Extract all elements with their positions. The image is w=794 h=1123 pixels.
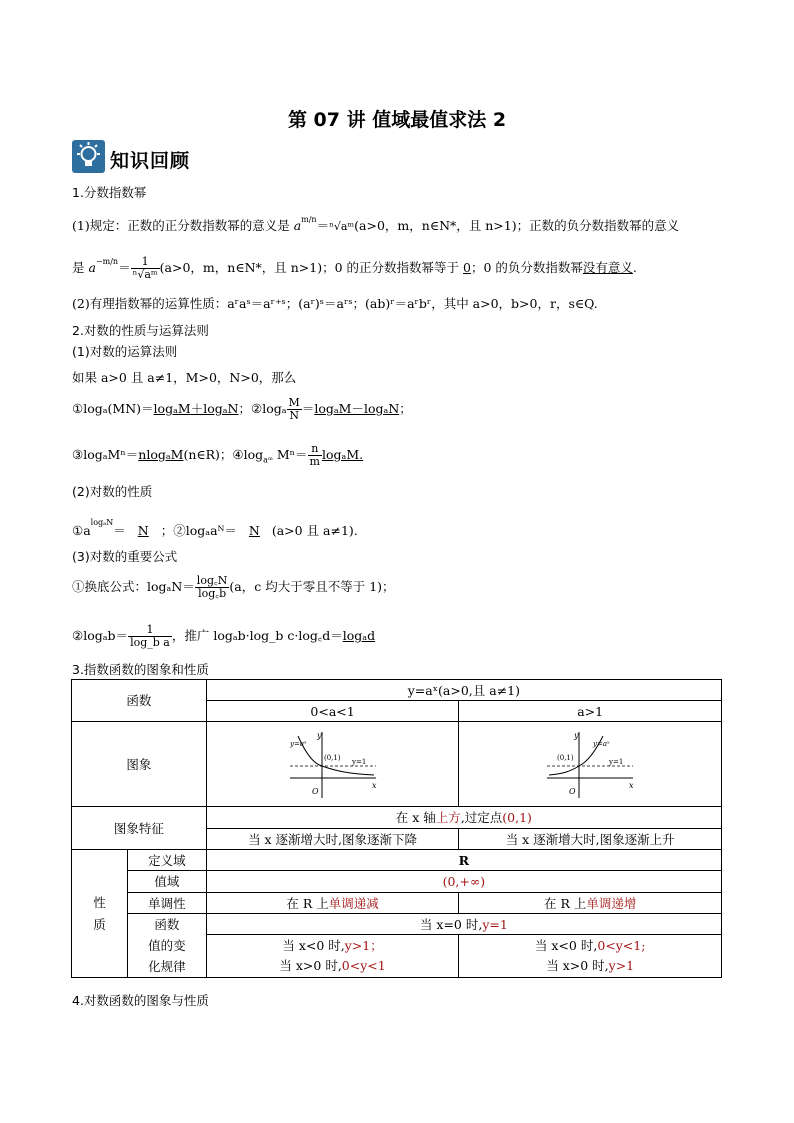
change-of-base: ①换底公式：logₐN＝ $\frac{\log꜀N}{\log꜀b}$ (a，c 均大于零且不等于 1)；	[72, 574, 395, 600]
log-property: $①a^{log_aN}= N$ ；②logₐaᴺ＝ N (a>0 且 a≠1).	[72, 518, 358, 538]
section-2-heading: 2.对数的性质与运算法则	[72, 323, 209, 338]
range-value: (0,+∞)	[206, 871, 721, 893]
monotonic-decreasing: 在 R 上单调递减	[206, 893, 459, 914]
s2-sub1: (1)对数的运算法则	[72, 344, 178, 359]
section-1-heading: 1.分数指数幂	[72, 185, 147, 200]
s2-sub3: (3)对数的重要公式	[72, 549, 178, 564]
header-case-2: a>1	[459, 701, 722, 722]
feature-common: 在 x 轴上方,过定点(0,1)	[206, 807, 721, 829]
asymptote-label: y=1	[351, 758, 366, 766]
graph-increasing	[459, 722, 722, 807]
header-function: 函数	[72, 680, 207, 722]
function-label: y=aˣ	[289, 740, 307, 748]
increasing-exponential-graph	[545, 728, 635, 800]
s2-sub2: (2)对数的性质	[72, 484, 153, 499]
axis-x-label: x	[371, 781, 377, 790]
banner-label: 知识回顾	[110, 150, 191, 172]
s1-line-3: (2)有理指数幂的运算性质：aʳaˢ＝aʳ⁺ˢ；(aʳ)ˢ＝aʳˢ；(ab)ʳ＝aʳbʳ，其中 a>0，b>0，r，s∈Q.	[72, 296, 598, 311]
feature-increasing: 当 x 逐渐增大时,图象逐渐上升	[459, 829, 722, 850]
change-label: 函数 值的变 化规律	[127, 914, 206, 978]
graph-decreasing	[206, 722, 459, 807]
s2-condition: 如果 a>0 且 a≠1，M>0，N>0，那么	[72, 370, 297, 385]
log-rule-2: ③logₐMⁿ＝nlogₐM(n∈R)；$④\log_{aᵐ}$ Mⁿ＝ $\frac{n}{m}$ logₐM.	[72, 442, 364, 468]
change-decreasing: 当 x<0 时,y>1； 当 x>0 时,0<y<1	[206, 935, 459, 978]
s1-line-1: (1)规定：正数的正分数指数幂的意义是 $a^{m/n}=^n√aᵐ(a>0$，m，n∈N*，且 n>1)；正数的负分数指数幂的意义	[72, 215, 680, 233]
range-label: 值域	[127, 871, 206, 893]
page-title: 第 07 讲 值域最值求法 2	[287, 109, 507, 131]
row-graph-label: 图象	[72, 722, 207, 807]
section-4-heading: 4.对数函数的图象与性质	[72, 993, 209, 1008]
exponential-function-table	[71, 679, 722, 978]
monotonic-label: 单调性	[127, 893, 206, 914]
change-of-base-2: ②logₐb＝ $\frac{1}{\text{log\_b a}}$ ，推广 logₐb·log_b c·log꜀d＝logₐd	[72, 623, 376, 649]
monotonic-increasing: 在 R 上单调递增	[459, 893, 722, 914]
row-feature-label: 图象特征	[72, 807, 207, 850]
origin-label: O	[311, 787, 319, 796]
row-property-label: 性质	[72, 850, 128, 978]
fixed-point-label: (0,1)	[557, 754, 574, 762]
log-rule-1: ①logₐ(MN)＝logₐM＋logₐN；②logₐ $\frac{M}{N}$ ＝logₐM－logₐN；	[72, 396, 412, 422]
origin-label: O	[569, 787, 576, 796]
header-case-1: 0<a<1	[206, 701, 459, 722]
change-common: 当 x=0 时,y=1	[206, 914, 721, 935]
decreasing-exponential-graph	[288, 728, 378, 800]
axis-x-label: x	[629, 781, 634, 790]
lightbulb-icon	[72, 140, 105, 173]
asymptote-label: y=1	[609, 758, 624, 766]
axis-y-label: y	[574, 731, 579, 740]
section-3-heading: 3.指数函数的图象和性质	[72, 662, 209, 677]
domain-label: 定义域	[127, 850, 206, 871]
change-increasing: 当 x<0 时,0<y<1; 当 x>0 时,y>1	[459, 935, 722, 978]
axis-y-label: y	[316, 731, 322, 740]
s1-line-2: 是 $a^{-m/n}=$ $\frac{1}{\text{ⁿ√aᵐ}}$ (a>0，m，n∈N*，且 n>1)；0 的正分数指数幂等于 0；0 的负分数指数幂没有意义.	[72, 255, 637, 281]
fixed-point-label: (0,1)	[323, 754, 341, 762]
domain-value: R	[206, 850, 721, 871]
header-definition: y=aˣ(a>0,且 a≠1)	[206, 680, 721, 701]
function-label: y=aˣ	[593, 740, 610, 748]
feature-decreasing: 当 x 逐渐增大时,图象逐渐下降	[206, 829, 459, 850]
